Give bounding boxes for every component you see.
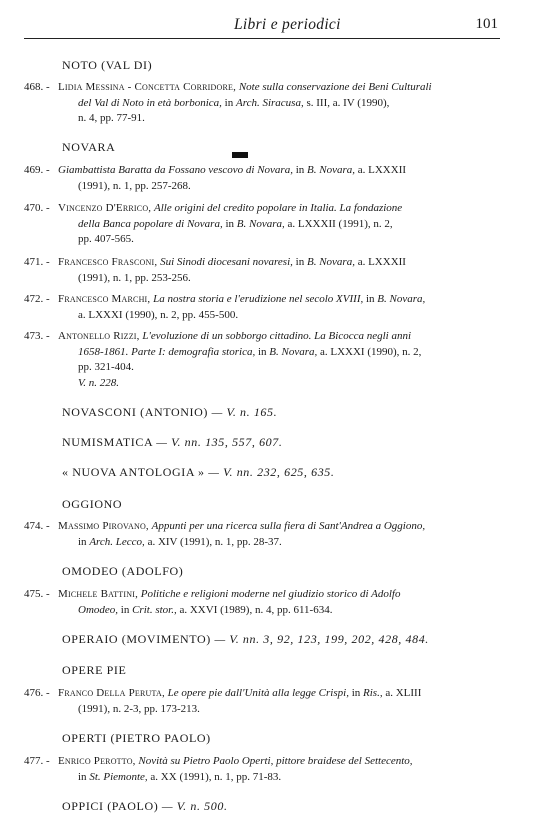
heading-oppici — [62, 799, 228, 814]
entry-citation: a. LXXXI (1990), n. 2, — [320, 345, 422, 358]
entry-title: Le opere pie dall'Unità alla legge Crispi, — [167, 687, 349, 699]
entry-number: 468. - — [24, 81, 50, 93]
entry-in: in — [295, 164, 305, 176]
entry-number: 471. - — [24, 256, 50, 268]
heading-name: NOVASCONI (ANTONIO) — [62, 405, 208, 419]
entry-author: Francesco Frasconi, — [58, 256, 158, 268]
entry-number: 477. - — [24, 755, 50, 767]
heading-name: OPERAIO (MOVIMENTO) — [62, 632, 211, 646]
entry-474 — [24, 519, 498, 551]
entry-journal: B. Novara, — [269, 345, 318, 358]
entry-title: Appunti per una ricerca sulla fiera di Sant'Andrea a Oggiono, — [151, 520, 426, 532]
page-header — [24, 14, 500, 39]
entry-title: Alle origini del credito popolare in Italia. La fondazione — [154, 202, 403, 214]
entry-475 — [24, 587, 498, 619]
heading-ref: — V. n. 165. — [211, 405, 278, 419]
entry-number: 470. - — [24, 202, 50, 214]
entry-citation: a. XLIII — [385, 687, 422, 699]
running-title: Libri e periodici — [234, 16, 341, 33]
entry-author: Francesco Marchi, — [58, 293, 151, 305]
entry-title: Novità su Pietro Paolo Operti, pittore braidese del Settecento, — [138, 755, 413, 767]
entry-journal: Ris., — [363, 687, 383, 699]
entry-number: 475. - — [24, 588, 50, 600]
entry-author: Franco Della Peruta, — [58, 687, 165, 699]
entry-477 — [24, 754, 498, 786]
entry-in: in — [78, 770, 87, 783]
entry-citation: s. III, a. IV (1990), — [306, 96, 390, 109]
entry-author: Massimo Pirovano, — [58, 520, 149, 532]
entry-in: in — [351, 687, 361, 699]
entry-journal: B. Novara, — [236, 217, 285, 230]
entry-title: L'evoluzione di un sobborgo cittadino. La Bicocca negli anni — [142, 330, 412, 342]
entry-number: 476. - — [24, 687, 50, 699]
entry-author: Antonello Rizzi, — [58, 330, 140, 342]
entry-journal: Arch. Siracusa, — [235, 96, 304, 109]
entry-journal: B. Novara, — [377, 293, 426, 305]
heading-noto: NOTO (VAL DI) — [62, 58, 153, 72]
entry-title-cont: della Banca popolare di Novara, — [78, 217, 223, 230]
heading-omodeo: OMODEO (ADOLFO) — [62, 564, 184, 578]
heading-oggiono: OGGIONO — [62, 497, 123, 511]
entry-title-cont: 1658-1861. Parte I: demografia storica, — [78, 345, 256, 358]
entry-in: in — [225, 217, 235, 230]
entry-citation: a. XXVI (1989), n. 4, pp. 611-634. — [179, 603, 333, 616]
entry-in: in — [365, 293, 375, 305]
heading-operti: OPERTI (PIETRO PAOLO) — [62, 731, 211, 745]
entry-pages: (1991), n. 1, pp. 253-256. — [78, 271, 191, 284]
heading-name: OPPICI (PAOLO) — [62, 799, 159, 813]
entry-470 — [24, 201, 498, 249]
page-number: 101 — [475, 16, 498, 32]
heading-novasconi — [62, 405, 277, 420]
entry-author: Michele Battini, — [58, 588, 139, 600]
heading-novara: NOVARA — [62, 140, 116, 154]
heading-operaio — [62, 632, 429, 647]
entry-472 — [24, 292, 498, 324]
entry-author: Vincenzo D'Errico, — [58, 202, 152, 214]
entry-crossref: V. n. 228. — [78, 376, 120, 389]
heading-numismatica — [62, 435, 283, 450]
entry-journal: Arch. Lecco, — [89, 535, 145, 548]
heading-ref: — V. nn. 135, 557, 607. — [156, 435, 283, 449]
heading-opere-pie: OPERE PIE — [62, 663, 127, 677]
entry-in: in — [78, 535, 87, 548]
entry-number: 473. - — [24, 330, 50, 342]
entry-author: Enrico Perotto, — [58, 755, 136, 767]
entry-in: in — [224, 96, 234, 109]
entry-number: 474. - — [24, 520, 50, 532]
entry-citation: a. LXXXII — [357, 256, 406, 268]
entry-pages: (1991), n. 2-3, pp. 173-213. — [78, 702, 200, 715]
entry-469 — [24, 163, 498, 195]
entry-471 — [24, 255, 498, 287]
entry-473 — [24, 329, 498, 393]
entry-citation: a. LXXXII — [357, 164, 407, 176]
entry-pages: a. LXXXI (1990), n. 2, pp. 455-500. — [78, 308, 239, 321]
entry-in: in — [120, 603, 130, 616]
entry-number: 472. - — [24, 293, 50, 305]
heading-name: NUMISMATICA — [62, 435, 153, 449]
entry-title: Politiche e religioni moderne nel giudizio storico di Adolfo — [140, 588, 401, 600]
entry-number: 469. - — [24, 164, 50, 176]
entry-title: Giambattista Baratta da Fossano vescovo di Novara, — [58, 164, 293, 176]
entry-title: La nostra storia e l'erudizione nel secolo XVIII, — [153, 293, 364, 305]
entry-citation: a. XX (1991), n. 1, pp. 71-83. — [150, 770, 282, 783]
entry-title-cont: del Val di Noto in età borbonica, — [78, 96, 222, 109]
entry-journal: Crit. stor., — [132, 603, 177, 616]
entry-journal: St. Piemonte, — [89, 770, 148, 783]
entry-468 — [24, 80, 498, 128]
entry-author: Lidia Messina - Concetta Corridore, — [58, 81, 237, 93]
entry-journal: B. Novara, — [307, 164, 356, 176]
entry-citation: a. XIV (1991), n. 1, pp. 28-37. — [147, 535, 282, 548]
entry-pages: (1991), n. 1, pp. 257-268. — [78, 179, 191, 192]
entry-pages: pp. 407-565. — [78, 233, 134, 245]
entry-citation: a. LXXXII (1991), n. 2, — [287, 217, 393, 230]
heading-ref: — V. nn. 3, 92, 123, 199, 202, 428, 484. — [214, 632, 429, 646]
entry-476 — [24, 686, 498, 718]
entry-in: in — [295, 256, 305, 268]
entry-title: Note sulla conservazione dei Beni Culturali — [238, 81, 432, 93]
entry-title: Sui Sinodi diocesani novaresi, — [160, 256, 293, 268]
entry-title-cont: Omodeo, — [78, 603, 119, 616]
heading-nuova-antologia — [62, 465, 335, 480]
entry-pages: n. 4, pp. 77-91. — [78, 112, 145, 124]
heading-name: « NUOVA ANTOLOGIA » — [62, 465, 205, 479]
entry-pages: pp. 321-404. — [78, 361, 134, 373]
entry-in: in — [257, 345, 267, 358]
heading-ref: — V. nn. 232, 625, 635. — [208, 465, 335, 479]
heading-ref: — V. n. 500. — [161, 799, 228, 813]
entry-journal: B. Novara, — [306, 256, 355, 268]
ink-mark — [232, 152, 248, 158]
